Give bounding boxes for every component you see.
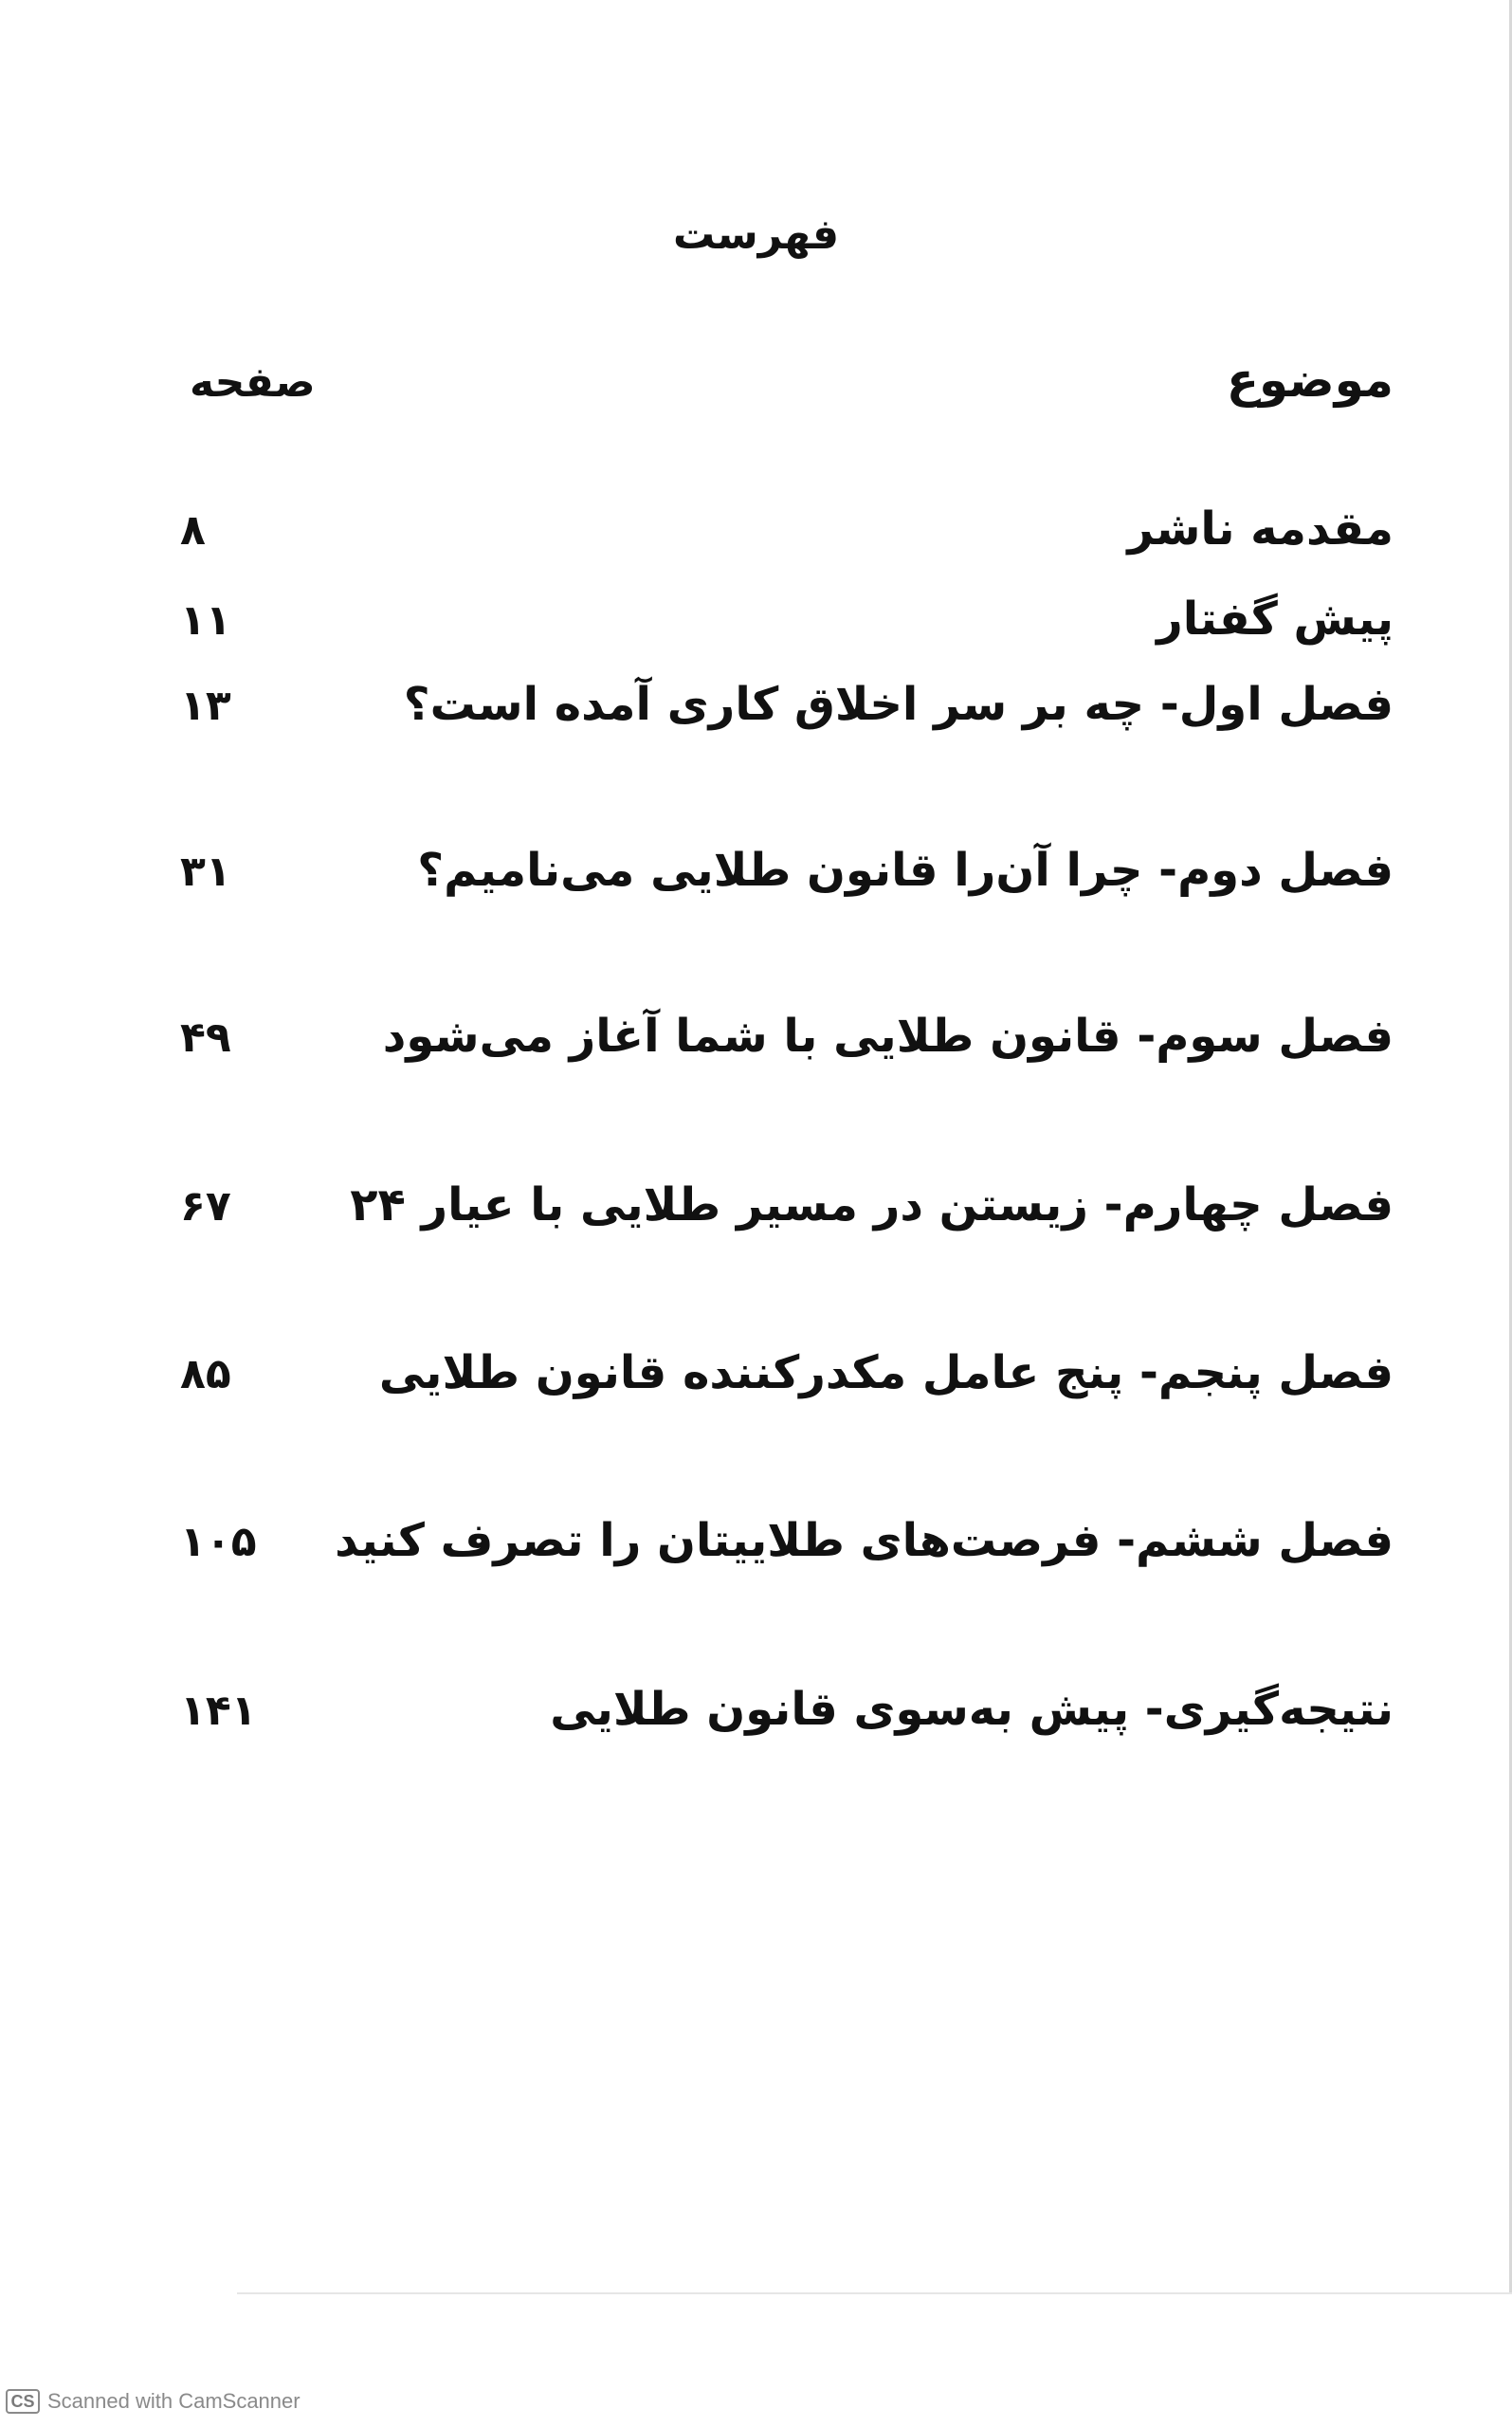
toc-entry-page: ۱۱ [180,596,231,645]
toc-entry-title: پیش گفتار [1157,593,1394,646]
toc-entry [180,678,1394,744]
column-header-topic: موضوع [1226,353,1394,408]
toc-entry [180,1514,1394,1580]
toc-entry [180,1683,1394,1749]
toc-entry-title: فصل سوم- قانون طلایی با شما آغاز می‌شود [382,1010,1394,1063]
toc-entry-page: ۱۳ [180,682,231,730]
toc-entry-title: فصل چهارم- زیستن در مسیر طلایی با عیار ۲۴ [350,1178,1394,1232]
toc-entry-title: فصل دوم- چرا آن‌را قانون طلایی می‌نامیم؟ [417,844,1394,897]
toc-entry-page: ۴۹ [180,1013,231,1062]
toc-entry [180,1178,1394,1245]
toc-entry [180,593,1394,659]
toc-entry [180,1010,1394,1076]
page-title: فهرست [672,210,840,259]
toc-entry-title: مقدمه ناشر [1127,502,1394,556]
toc-entry-page: ۳۱ [180,848,231,896]
camscanner-logo-icon: CS [6,2389,40,2414]
toc-entry-page: ۸۵ [180,1350,231,1398]
toc-entry-title: فصل پنجم- پنج عامل مکدرکننده قانون طلایی [378,1346,1394,1399]
scanner-watermark [6,2387,301,2416]
toc-entry-title: فصل اول- چه بر سر اخلاق کاری آمده است؟ [403,678,1394,731]
watermark-text: Scanned with CamScanner [47,2389,301,2413]
toc-entry [180,1346,1394,1413]
toc-entry-page: ۶۷ [180,1182,231,1231]
page-bottom-edge [237,2292,1512,2294]
toc-entry-title: نتیجه‌گیری- پیش به‌سوی قانون طلایی [550,1683,1394,1736]
toc-entry-page: ۸ [180,506,206,555]
toc-entry-page: ۱۰۵ [180,1518,257,1566]
toc-entry-page: ۱۴۱ [180,1687,257,1735]
toc-entry [180,502,1394,569]
column-header-page: صفحه [190,358,316,407]
toc-entry [180,844,1394,910]
toc-entry-title: فصل ششم- فرصت‌های طلاییتان را تصرف کنید [335,1514,1394,1567]
